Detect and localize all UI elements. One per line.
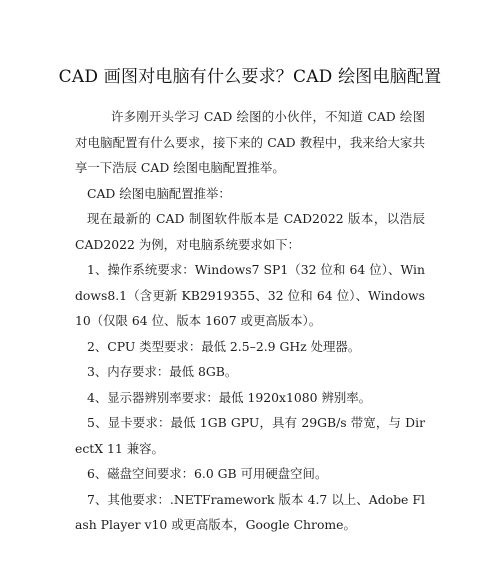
document-title: CAD 画图对电脑有什么要求？CAD 绘图电脑配置 xyxy=(58,67,442,87)
paragraph-intro: 许多刚开头学习 CAD 绘图的小伙伴，不知道 CAD 绘图对电脑配置有什么要求，接下来的 CAD 教程中，我来给大家共享一下浩辰 CAD 绘图电脑配置推举。 xyxy=(75,109,425,175)
paragraph-version-info: 现在最新的 CAD 制图软件版本是 CAD2022 版本，以浩辰 CAD2022 为例，对电脑系统要求如下： xyxy=(75,211,425,252)
document-body xyxy=(75,104,425,538)
list-item-memory: 3、内存要求：最低 8GB。 xyxy=(87,364,238,379)
list-item-os: 1、操作系统要求：Windows7 SP1（32 位和 64 位）、Windows8.1（含更新 KB2919355、32 位和 64 位）、Windows10（仅限 64 位、版本 1607 或更高版本）。 xyxy=(75,262,425,328)
list-item-display: 4、显示器辨别率要求：最低 1920x1080 辨别率。 xyxy=(87,389,372,405)
list-item-disk: 6、磁盘空间要求：6.0 GB 可用硬盘空间。 xyxy=(87,466,328,481)
paragraph-recommend-heading: CAD 绘图电脑配置推举： xyxy=(87,185,231,201)
list-item-cpu: 2、CPU 类型要求：最低 2.5–2.9 GHz 处理器。 xyxy=(87,338,361,354)
list-item-other: 7、其他要求：.NETFramework 版本 4.7 以上、Adobe Flash Player v10 或更高版本，Google Chrome。 xyxy=(75,491,425,532)
list-item-gpu: 5、显卡要求：最低 1GB GPU，具有 29GB/s 带宽，与 DirectX 11 兼容。 xyxy=(75,415,425,456)
